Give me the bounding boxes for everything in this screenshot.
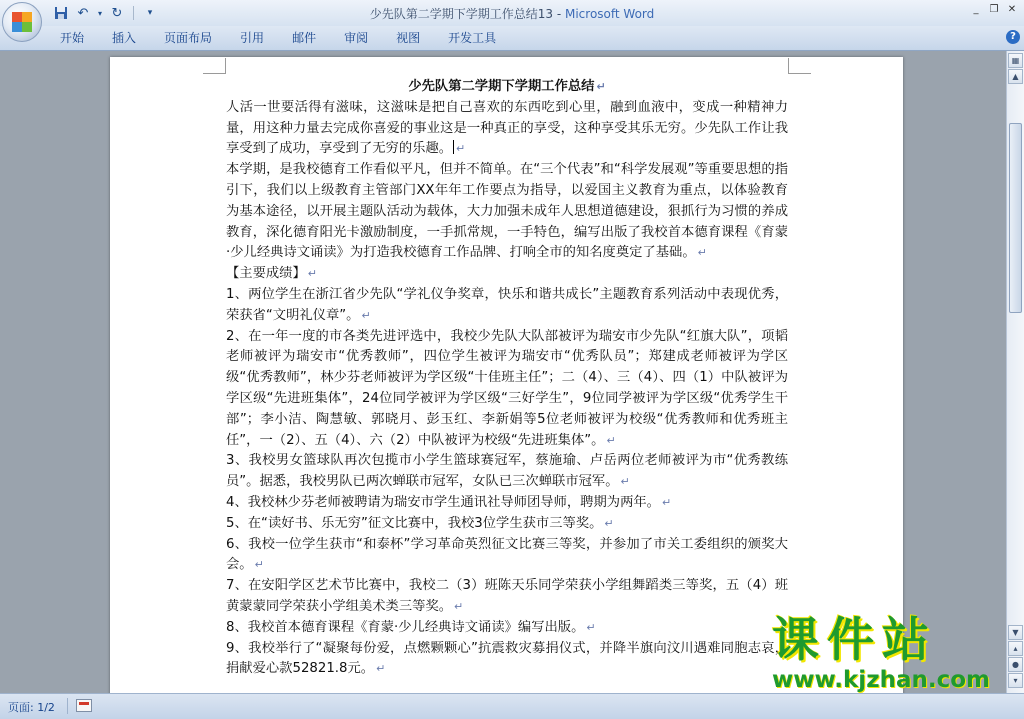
customize-toolbar-icon[interactable]: ▾ <box>147 8 153 18</box>
ribbon <box>0 26 1024 51</box>
tab-home[interactable]: 开始 <box>60 31 85 45</box>
tab-view[interactable]: 视图 <box>396 31 421 45</box>
list-item: 4、我校林少芬老师被聘请为瑞安市学生通讯社导师团导师，聘期为两年。 ↵ <box>226 494 672 510</box>
minimize-icon[interactable]: _ <box>973 3 979 15</box>
previous-page-icon[interactable]: ▴ <box>1008 641 1023 656</box>
title-separator: - <box>553 7 565 21</box>
vertical-scrollbar[interactable] <box>1006 51 1024 693</box>
watermark-logo <box>772 615 1002 695</box>
paragraph: 人活一世要活得有滋味，这滋味是把自己喜欢的东西吃到心里，融到血液中，变成一种精神力量，用这种力量去完成你喜爱的事业这是一种真正的享受，这种享受其乐无穷。少先队工作让我享受到了成功，享受到了无穷的乐趣。 ↵ <box>226 99 788 157</box>
document-body[interactable] <box>226 77 788 680</box>
office-button[interactable] <box>2 2 42 42</box>
dropdown-arrow-icon[interactable]: ▾ <box>97 8 102 18</box>
app-name: Microsoft Word <box>564 7 655 21</box>
page-indicator[interactable]: 页面: 1/2 <box>8 701 55 714</box>
list-item: 9、我校举行了“凝聚每份爱，点燃颗颗心”抗震救灾募捐仪式，并降半旗向汶川遇难同胞志哀，捐献爱心款52821.8元。 ↵ <box>226 640 788 677</box>
tab-mailings[interactable]: 邮件 <box>292 31 317 45</box>
list-item: 6、我校一位学生获市“和泰杯”学习革命英烈征文比赛三等奖，并参加了市关工委组织的颁奖大会。 ↵ <box>226 536 788 573</box>
title-bar <box>0 0 1024 26</box>
margin-mark-top-right <box>788 58 811 74</box>
proofing-errors-icon[interactable] <box>76 699 92 712</box>
paragraph-mark-icon: ↵ <box>620 475 630 489</box>
tab-review[interactable]: 审阅 <box>344 31 369 45</box>
margin-mark-top-left <box>203 58 226 74</box>
section-heading: 【主要成绩】 ↵ <box>226 266 317 282</box>
browse-object-icon[interactable]: ● <box>1008 657 1023 672</box>
paragraph-mark-icon: ↵ <box>376 662 386 676</box>
tab-page-layout[interactable]: 页面布局 <box>164 31 213 45</box>
office-logo-icon <box>12 12 32 32</box>
redo-icon[interactable]: ↻ <box>111 5 123 21</box>
scroll-up-icon[interactable]: ▲ <box>1008 69 1023 84</box>
paragraph: 本学期，是我校德育工作看似平凡，但并不简单。在“三个代表”和“科学发展观”等重要思想的指引下，我们以上级教育主管部门XX年年工作要点为指导，以爱国主义教育为重点，以体验教育为基本途径，以开展主题队活动为载体，大力加强未成年人思想道德建设，狠抓行为习惯的养成教育，深化德育阳光卡激励制度，一手抓常规，一手特色，编写出版了我校首本德育课程《育蒙·少儿经典诗文诵读》为打造我校德育工作品牌、打响全市的知名度奠定了基础。 ↵ <box>226 162 788 261</box>
paragraph-mark-icon: ↵ <box>697 246 707 260</box>
tab-insert[interactable]: 插入 <box>112 31 137 45</box>
tab-developer[interactable]: 开发工具 <box>448 31 497 45</box>
list-item: 3、我校男女篮球队再次包揽市小学生篮球赛冠军，蔡施瑜、卢岳两位老师被评为市“优秀教练员”。据悉，我校男队已两次蝉联市冠军，女队已三次蝉联市冠军。 ↵ <box>226 453 788 490</box>
paragraph-mark-icon: ↵ <box>661 495 672 509</box>
paragraph-mark-icon: ↵ <box>606 433 616 447</box>
paragraph-mark-icon: ↵ <box>604 516 614 530</box>
document-title: 少先队第二学期下学期工作总结 ↵ <box>408 79 606 94</box>
paragraph-mark-icon: ↵ <box>361 308 371 322</box>
paragraph-mark-icon: ↵ <box>596 80 606 93</box>
list-item: 5、在“读好书、乐无穷”征文比赛中，我校3位学生获市三等奖。 ↵ <box>226 515 614 531</box>
watermark-text: 课件站 <box>772 613 937 668</box>
status-bar <box>0 693 1024 719</box>
document-area <box>0 51 1006 693</box>
tab-references[interactable]: 引用 <box>240 31 265 45</box>
next-page-icon[interactable]: ▾ <box>1008 673 1023 688</box>
paragraph-mark-icon: ↵ <box>254 558 264 572</box>
list-item: 2、在一年一度的市各类先进评选中，我校少先队大队部被评为瑞安市少先队“红旗大队”，项韬老师被评为瑞安市“优秀教师”，四位学生被评为瑞安市“优秀队员”；郑建成老师被评为学区级“优秀教师”，林少芬老师被评为学区级“十佳班主任”；二（4）、三（4）、四（1）中队被评为学区级“先进班集体”，24位同学被评为学区级“三好学生”，9位同学被评为学区级“优秀学生干部”；李小洁、陶慧敏、郭晓月、彭玉红、李新娟等5位老师被评为校级“优秀教师和优秀班主任”，一（2）、五（4）、六（2）中队被评为校级“先进班集体”。 ↵ <box>226 328 788 448</box>
document-name: 少先队第二学期下学期工作总结13 <box>369 7 554 21</box>
text-cursor <box>453 140 454 154</box>
list-item: 8、我校首本德育课程《育蒙·少儿经典诗文诵读》编写出版。 ↵ <box>226 619 596 635</box>
paragraph-mark-icon: ↵ <box>454 599 464 613</box>
window-controls <box>968 2 1020 16</box>
ruler-toggle-icon[interactable]: ▦ <box>1008 53 1023 68</box>
scrollbar-thumb[interactable] <box>1009 123 1022 313</box>
close-icon[interactable]: ✕ <box>1007 3 1017 15</box>
paragraph-mark-icon: ↵ <box>586 620 596 634</box>
restore-icon[interactable]: ❐ <box>989 3 999 15</box>
list-item: 1、两位学生在浙江省少先队“学礼仪争奖章，快乐和谐共成长”主题教育系列活动中表现优秀，荣获省“文明礼仪章”。 ↵ <box>226 286 788 323</box>
list-item: 7、在安阳学区艺术节比赛中，我校二（3）班陈天乐同学荣获小学组舞蹈类三等奖，五（4）班黄蒙蒙同学荣获小学组美术类三等奖。 ↵ <box>226 578 788 614</box>
window-title <box>0 5 1024 22</box>
help-icon[interactable]: ? <box>1006 30 1020 44</box>
scroll-down-icon[interactable]: ▼ <box>1008 625 1023 640</box>
watermark-url: www.kjzhan.com <box>772 667 990 693</box>
paragraph-mark-icon: ↵ <box>456 142 466 156</box>
undo-icon[interactable]: ↶ <box>77 5 89 21</box>
document-page[interactable] <box>110 57 903 693</box>
ribbon-tabs <box>60 30 524 46</box>
separator <box>67 698 68 714</box>
paragraph-mark-icon: ↵ <box>307 267 317 281</box>
